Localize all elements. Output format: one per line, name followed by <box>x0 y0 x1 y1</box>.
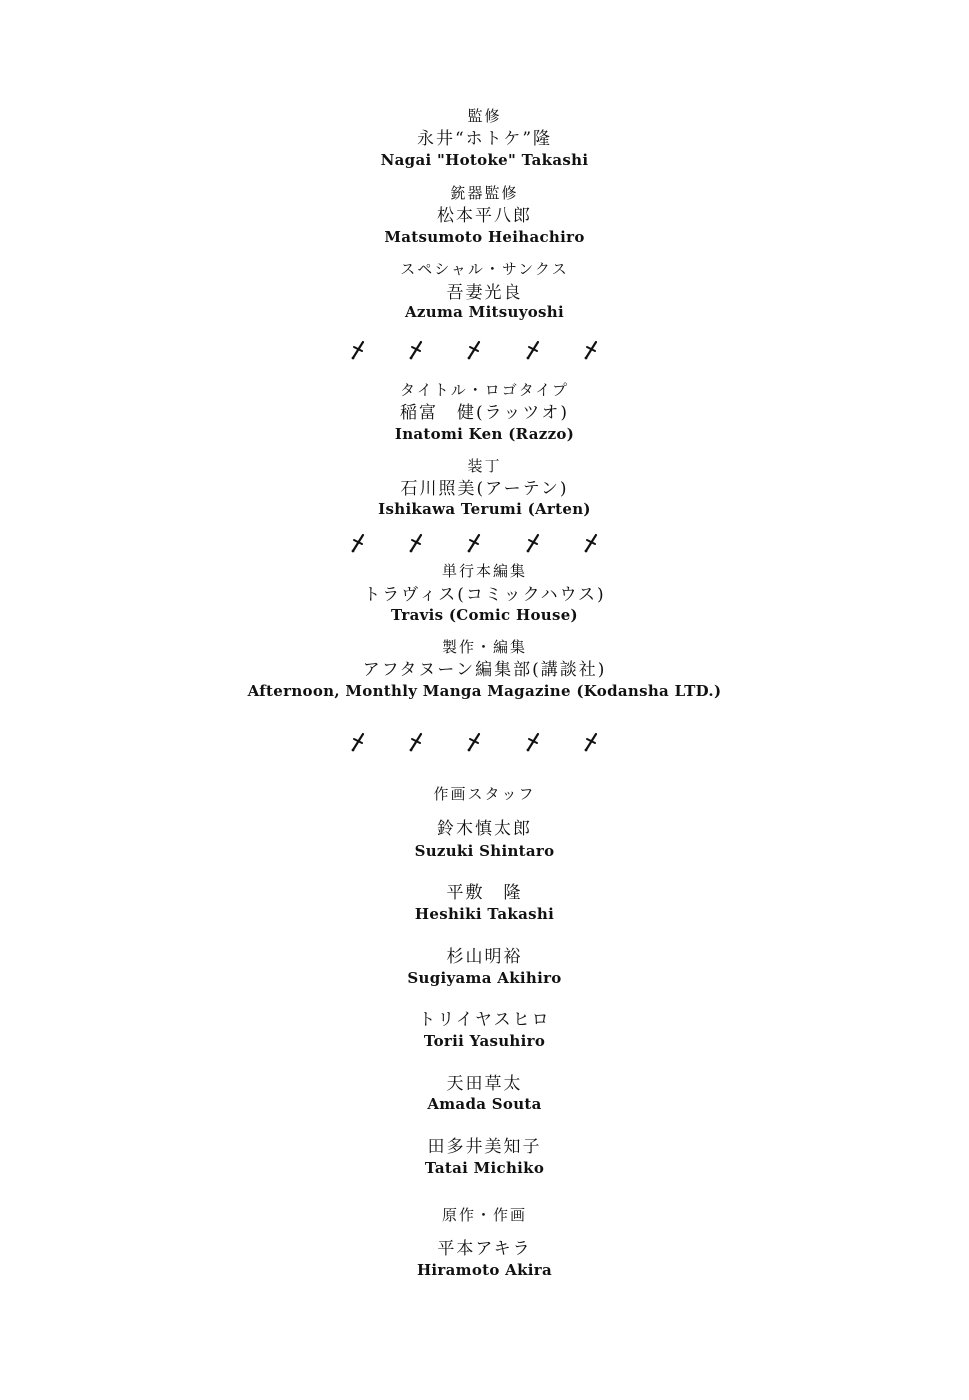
staff-name-en: Suzuki Shintaro <box>414 842 555 860</box>
staff-name-jp: 平敷 隆 <box>446 883 523 903</box>
credit-name-jp-title-logo: 稲富 健(ラッツオ) <box>400 403 569 423</box>
author-name-jp: 平本アキラ <box>437 1239 532 1259</box>
dagger-icon <box>583 533 599 553</box>
credit-role-firearms: 銃器監修 <box>450 184 519 202</box>
ornament-row-1 <box>0 340 969 362</box>
dagger-icon <box>583 732 599 752</box>
dagger-icon <box>466 533 482 553</box>
credit-name-en-special-thanks: Azuma Mitsuyoshi <box>404 303 565 321</box>
staff-name-jp: 田多井美知子 <box>427 1137 542 1157</box>
credit-name-en-binding: Ishikawa Terumi (Arten) <box>378 500 591 518</box>
author-name-en: Hiramoto Akira <box>416 1261 553 1279</box>
staff-name-jp: 天田草太 <box>446 1074 523 1094</box>
credit-name-en-title-logo: Inatomi Ken (Razzo) <box>394 425 575 443</box>
credit-name-jp-tankobon-editing: トラヴィス(コミックハウス) <box>363 585 606 605</box>
credit-role-production-editing: 製作・編集 <box>441 638 527 656</box>
dagger-icon <box>525 732 541 752</box>
staff-name-en: Amada Souta <box>427 1095 542 1113</box>
credit-name-en-tankobon-editing: Travis (Comic House) <box>391 606 578 624</box>
staff-name-en: Torii Yasuhiro <box>423 1032 546 1050</box>
dagger-icon <box>350 732 366 752</box>
dagger-icon <box>525 533 541 553</box>
staff-name-en: Tatai Michiko <box>424 1159 545 1177</box>
credit-role-supervision: 監修 <box>467 107 502 125</box>
staff-name-jp: トリイヤスヒロ <box>418 1010 551 1030</box>
credit-name-en-firearms: Matsumoto Heihachiro <box>384 228 585 246</box>
credit-role-special-thanks: スペシャル・サンクス <box>400 260 569 278</box>
credit-name-en-supervision: Nagai "Hotoke" Takashi <box>380 151 589 169</box>
staff-name-en: Sugiyama Akihiro <box>407 969 562 987</box>
credit-name-jp-production-editing: アフタヌーン編集部(講談社) <box>362 660 607 680</box>
dagger-icon <box>583 340 599 360</box>
dagger-icon <box>408 732 424 752</box>
credit-name-jp-firearms: 松本平八郎 <box>437 206 532 226</box>
dagger-icon <box>350 340 366 360</box>
staff-name-jp: 杉山明裕 <box>446 947 523 967</box>
credit-role-binding: 装丁 <box>467 457 502 475</box>
credit-name-jp-special-thanks: 吾妻光良 <box>446 283 523 303</box>
credit-role-title-logo: タイトル・ロゴタイプ <box>400 381 569 399</box>
dagger-icon <box>525 340 541 360</box>
author-role: 原作・作画 <box>441 1206 527 1224</box>
credit-name-en-production-editing: Afternoon, Monthly Manga Magazine (Kodansha LTD.) <box>247 682 722 700</box>
dagger-icon <box>466 340 482 360</box>
ornament-row-3 <box>0 732 969 754</box>
credit-role-tankobon-editing: 単行本編集 <box>441 562 527 580</box>
dagger-icon <box>408 340 424 360</box>
dagger-icon <box>466 732 482 752</box>
credit-name-jp-supervision: 永井“ホトケ”隆 <box>416 129 553 149</box>
credit-name-jp-binding: 石川照美(アーテン) <box>400 479 569 499</box>
ornament-row-2 <box>0 533 969 555</box>
staff-role: 作画スタッフ <box>433 785 536 803</box>
staff-name-en: Heshiki Takashi <box>414 905 555 923</box>
staff-name-jp: 鈴木慎太郎 <box>437 819 532 839</box>
dagger-icon <box>350 533 366 553</box>
dagger-icon <box>408 533 424 553</box>
